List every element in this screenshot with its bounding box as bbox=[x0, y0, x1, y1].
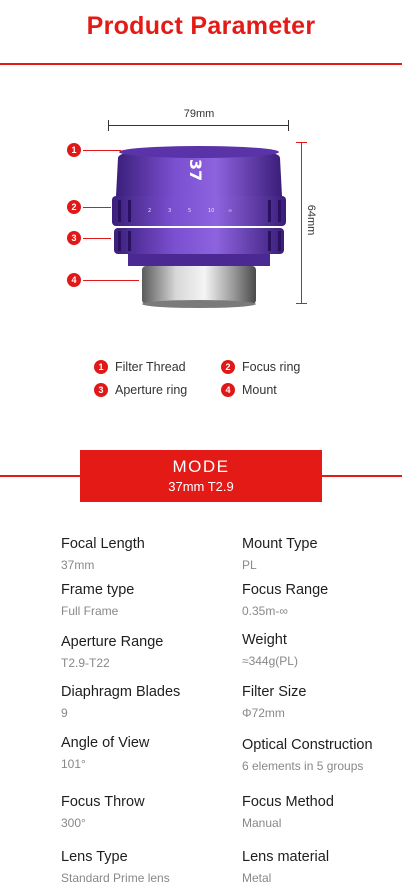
legend-item-focus-ring bbox=[221, 360, 300, 374]
mode-label: MODE bbox=[172, 457, 230, 476]
spec-diaphragm-blades bbox=[61, 684, 231, 720]
focal-marking: 37 bbox=[186, 158, 205, 182]
header-divider bbox=[0, 63, 402, 65]
page-title: Product Parameter bbox=[86, 12, 316, 40]
spec-label: Mount Type bbox=[242, 536, 318, 552]
spec-value: Standard Prime lens bbox=[61, 871, 170, 885]
spec-focus-throw bbox=[61, 794, 231, 830]
spec-filter-size bbox=[242, 684, 402, 720]
legend-label: Filter Thread bbox=[115, 360, 186, 374]
spec-label: Angle of View bbox=[61, 735, 150, 751]
width-dimension bbox=[108, 108, 290, 132]
spec-label: Aperture Range bbox=[61, 634, 164, 650]
spec-focal-length bbox=[61, 536, 231, 572]
spec-label: Filter Size bbox=[242, 684, 307, 700]
legend-number: 3 bbox=[94, 383, 108, 397]
spec-label: Frame type bbox=[61, 582, 135, 598]
callout-4: 4 bbox=[67, 273, 81, 287]
spec-angle-of-view bbox=[61, 735, 231, 771]
callout-line-4 bbox=[83, 280, 139, 281]
spec-value: Manual bbox=[242, 816, 282, 830]
lens-illustration bbox=[108, 140, 290, 308]
spec-frame-type bbox=[61, 582, 231, 618]
spec-value: 0.35m-∞ bbox=[242, 604, 288, 618]
spec-value: Full Frame bbox=[61, 604, 119, 618]
spec-value: 300° bbox=[61, 816, 86, 830]
height-dimension bbox=[292, 142, 326, 304]
mode-value: 37mm T2.9 bbox=[168, 479, 234, 494]
legend-item-aperture-ring bbox=[94, 383, 187, 397]
spec-value: Metal bbox=[242, 871, 272, 885]
spec-label: Lens material bbox=[242, 849, 330, 865]
mode-banner bbox=[80, 450, 322, 502]
spec-optical-construction bbox=[242, 737, 402, 773]
legend-number: 1 bbox=[94, 360, 108, 374]
callout-line-2 bbox=[83, 207, 111, 208]
svg-text:10: 10 bbox=[208, 208, 215, 214]
spec-label: Focus Range bbox=[242, 582, 329, 598]
spec-aperture-range bbox=[61, 634, 231, 670]
callout-2: 2 bbox=[67, 200, 81, 214]
spec-label: Focus Method bbox=[242, 794, 334, 810]
spec-lens-type bbox=[61, 849, 231, 885]
callout-1: 1 bbox=[67, 143, 81, 157]
spec-value: PL bbox=[242, 558, 257, 572]
legend-label: Aperture ring bbox=[115, 383, 188, 397]
spec-value: Φ72mm bbox=[242, 706, 285, 720]
spec-value: 6 elements in 5 groups bbox=[242, 759, 364, 773]
legend-number: 4 bbox=[221, 383, 235, 397]
callout-3: 3 bbox=[67, 231, 81, 245]
width-label: 79mm bbox=[183, 108, 215, 120]
spec-mount-type bbox=[242, 536, 402, 572]
legend-label: Focus ring bbox=[242, 360, 301, 374]
svg-text:3: 3 bbox=[168, 208, 172, 214]
legend-label: Mount bbox=[242, 383, 277, 397]
spec-label: Diaphragm Blades bbox=[61, 684, 181, 700]
spec-focus-method bbox=[242, 794, 402, 830]
spec-lens-material bbox=[242, 849, 402, 885]
svg-text:2: 2 bbox=[148, 208, 152, 214]
callout-line-1 bbox=[83, 150, 121, 151]
spec-value: 37mm bbox=[61, 558, 95, 572]
svg-text:5: 5 bbox=[188, 208, 192, 214]
legend-number: 2 bbox=[221, 360, 235, 374]
spec-value: 101° bbox=[61, 757, 86, 771]
spec-value: T2.9-T22 bbox=[61, 656, 110, 670]
height-label: 64mm bbox=[305, 204, 317, 236]
callout-line-3 bbox=[83, 238, 111, 239]
spec-value: ≈344g(PL) bbox=[242, 654, 298, 668]
spec-label: Weight bbox=[242, 632, 287, 648]
spec-weight bbox=[242, 632, 402, 668]
legend-item-filter-thread bbox=[94, 360, 186, 374]
spec-label: Lens Type bbox=[61, 849, 128, 865]
spec-label: Optical Construction bbox=[242, 737, 373, 753]
spec-value: 9 bbox=[61, 706, 68, 720]
spec-label: Focus Throw bbox=[61, 794, 145, 810]
spec-focus-range bbox=[242, 582, 402, 618]
spec-label: Focal Length bbox=[61, 536, 145, 552]
svg-text:∞: ∞ bbox=[228, 208, 233, 214]
legend-item-mount bbox=[221, 383, 277, 397]
